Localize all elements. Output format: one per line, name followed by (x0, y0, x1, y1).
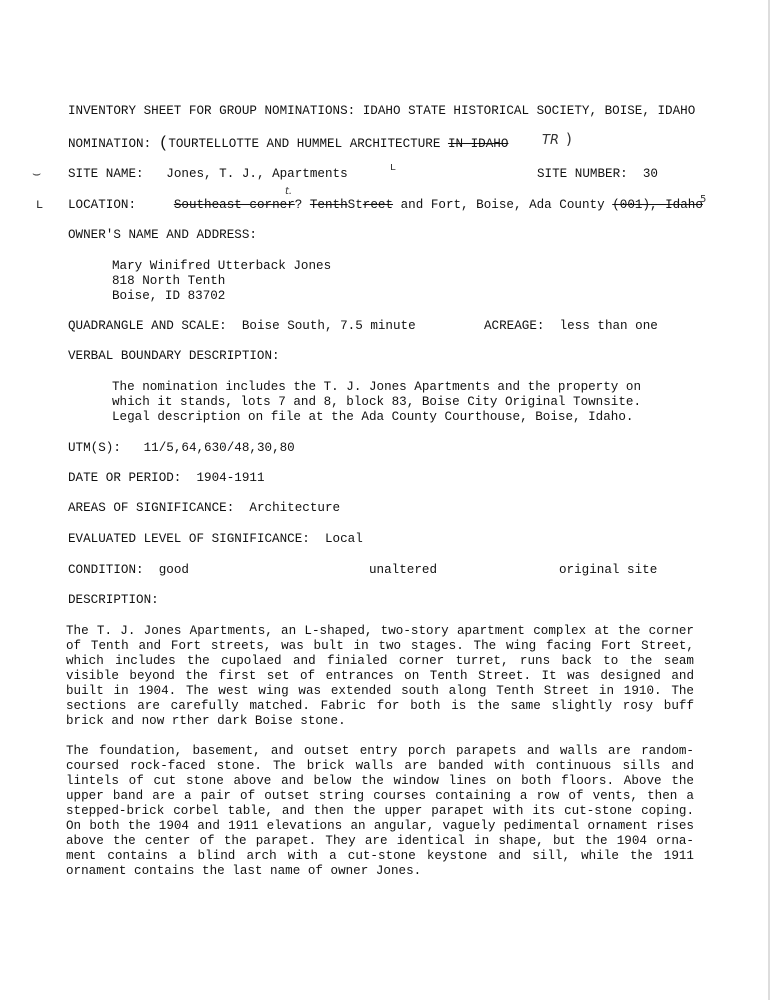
condition-value-1: good (158, 563, 189, 577)
acreage-row (484, 319, 658, 334)
description-line: sections are carefully matched. Fabric for both is the same slightly rosy buff (66, 699, 694, 713)
site-name-value: Jones, T. J., Apartments (166, 167, 348, 181)
location-struck-3: reet (362, 198, 394, 212)
site-name-label: SITE NAME: (68, 167, 144, 181)
site-number-label: SITE NUMBER: (537, 167, 628, 181)
description-line: above the center of the parapet. They are identical in shape, but the 1904 orna- (66, 834, 694, 848)
areas-value: Architecture (249, 501, 341, 515)
nomination-label: NOMINATION: (68, 137, 152, 151)
description-line: built in 1904. The west wing was extended south along Tenth Street in 1910. The (66, 684, 694, 698)
description-line: upper band are a pair of outset string courses containing a row of vents, then a (66, 789, 694, 803)
description-paragraph-2 (66, 744, 694, 879)
level-label: EVALUATED LEVEL OF SIGNIFICANCE: (68, 532, 310, 546)
description-line: visible beyond the first set of entrances on Tenth Street. It was designed and (66, 669, 694, 683)
owner-name: Mary Winifred Utterback Jones (112, 259, 332, 273)
quad-row (68, 319, 416, 334)
owner-city: Boise, ID 83702 (112, 289, 226, 303)
date-label: DATE OR PERIOD: (68, 471, 182, 485)
location-struck-2: Tenth (309, 198, 348, 212)
description-line: ornament contains the last name of owner Jones. (66, 864, 422, 878)
location-struck-1: Southeast corner (173, 198, 295, 212)
level-row (68, 532, 363, 547)
site-number-value: 30 (642, 167, 658, 181)
description-line: stepped-brick corbel table, and then the upper parapet with its cut-stone coping. (66, 804, 694, 818)
handwritten-insert: t. (285, 186, 293, 197)
owner-street: 818 North Tenth (112, 274, 226, 288)
condition-row (68, 563, 189, 578)
handwritten-check-mark: ⌣ (32, 166, 42, 182)
description-paragraph-1 (66, 624, 694, 729)
site-name-row (68, 167, 348, 182)
boundary-line: Legal description on file at the Ada County Courthouse, Boise, Idaho. (112, 410, 634, 424)
description-line: brick and now rther dark Boise stone. (66, 714, 346, 728)
description-line: coursed rock-faced stone. The brick walls are banded with continuous sills and (66, 759, 694, 773)
quad-value: Boise South, 7.5 minute (241, 319, 416, 333)
nomination-value: TOURTELLOTTE AND HUMMEL ARCHITECTURE (168, 137, 441, 151)
location-part-1: St (347, 198, 363, 212)
handwritten-tr-mark: TR (542, 133, 559, 148)
condition-value-2: unaltered (369, 563, 438, 577)
location-part-2: and Fort, Boise, Ada County (400, 198, 605, 212)
location-label: LOCATION: (68, 198, 137, 212)
description-label: DESCRIPTION: (68, 593, 159, 607)
owner-label: OWNER'S NAME AND ADDRESS: (68, 228, 257, 242)
utm-row (68, 441, 295, 456)
utm-label: UTM(S): (68, 441, 121, 455)
description-line: The T. J. Jones Apartments, an L-shaped, two-story apartment complex at the corner (66, 624, 694, 638)
quad-label: QUADRANGLE AND SCALE: (68, 319, 227, 333)
nomination-struck-text: IN IDAHO (447, 137, 509, 151)
utm-value: 11/5,64,630/48,30,80 (143, 441, 295, 455)
handwritten-l-mark: ʟ (390, 160, 396, 173)
boundary-label: VERBAL BOUNDARY DESCRIPTION: (68, 349, 280, 363)
boundary-line: The nomination includes the T. J. Jones Apartments and the property on (112, 380, 642, 394)
location-struck-4: (001), Idaho (612, 198, 703, 212)
form-header: INVENTORY SHEET FOR GROUP NOMINATIONS: IDAHO STATE HISTORICAL SOCIETY, BOISE, IDAHO (68, 104, 696, 118)
condition-value-3: original site (559, 563, 658, 577)
handwritten-arrow: 5 (700, 194, 707, 205)
level-value: Local (324, 532, 363, 546)
acreage-label: ACREAGE: (484, 319, 545, 333)
boundary-line: which it stands, lots 7 and 8, block 83, Boise City Original Townsite. (112, 395, 642, 409)
handwritten-paren: ) (566, 130, 572, 148)
description-line: which includes the cupolaed and finialed corner turret, runs back to the seam (66, 654, 694, 668)
areas-label: AREAS OF SIGNIFICANCE: (68, 501, 235, 515)
condition-label: CONDITION: (68, 563, 144, 577)
description-line: lintels of cut stone above and below the window lines on both floors. Above the (66, 774, 694, 788)
handwritten-l-mark-2: ʟ (36, 197, 43, 212)
location-row: LOCATION: Southeast corner? TenthStreet and Fort, Boise, Ada County (001), Idaho (68, 198, 703, 212)
acreage-value: less than one (559, 319, 658, 333)
site-number-row (537, 167, 658, 182)
description-line: of Tenth and Fort streets, was bult in two stages. The wing facing Fort Street, (66, 639, 694, 653)
areas-row (68, 501, 340, 516)
nomination-row: NOMINATION: (TOURTELLOTTE AND HUMMEL ARCHITECTURE IN IDAHO (68, 134, 509, 152)
description-line: The foundation, basement, and outset entry porch parapets and walls are random- (66, 744, 694, 758)
date-row (68, 471, 265, 486)
date-value: 1904-1911 (196, 471, 265, 485)
description-line: ment contains a blind arch with a cut-stone keystone and sill, while the 1911 (66, 849, 694, 863)
description-line: On both the 1904 and 1911 elevations an angular, vaguely pedimental ornament rises (66, 819, 694, 833)
